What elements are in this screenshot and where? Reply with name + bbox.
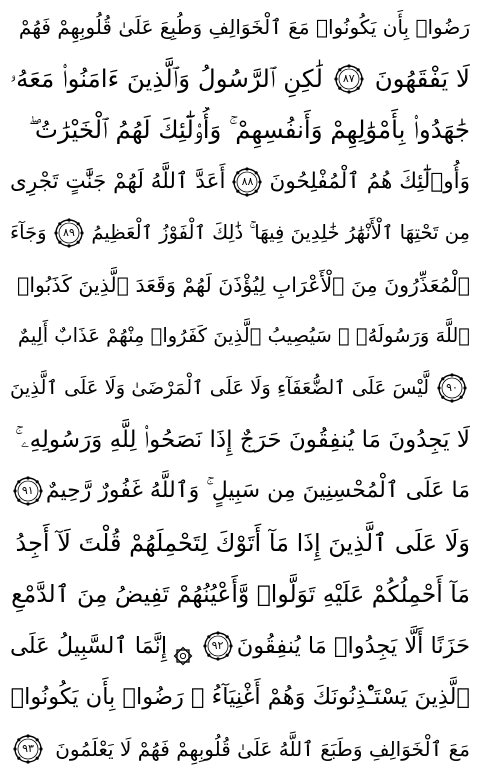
verse-line — [10, 262, 470, 308]
verse-text: لَٰكِنِ ٱلرَّسُولُ وَٱلَّذِينَ ءَامَنُوا۟ مَعَهُۥ — [10, 63, 323, 93]
verse-text: جَٰهَدُوا۟ بِأَمْوَٰلِهِمْ وَأَنفُسِهِمْ ۚ وَأُو۟لَٰٓئِكَ لَهُمُ ٱلْخَيْرَٰتُ ۖ — [28, 115, 470, 145]
verse-line — [10, 56, 470, 102]
ayah-end-marker-icon — [437, 373, 467, 403]
verse-text: مِن تَحْتِهَا ٱلْأَنْهَٰرُ خَٰلِدِينَ فِيهَا ۚ ذَٰلِكَ ٱلْفَوْزُ ٱلْعَظِيمُ — [91, 221, 470, 245]
verse-line — [10, 571, 470, 617]
verse-line — [10, 468, 470, 514]
verse-line — [10, 674, 470, 720]
ayah-number: ٩٢ — [211, 638, 224, 652]
verse-text: حَزَنًا أَلَّا يَجِدُوا۟ مَا يُنفِقُونَ — [236, 632, 470, 659]
rub-el-hizb-icon — [173, 636, 193, 656]
ayah-number: ٨٨ — [241, 174, 254, 188]
verse-text: مَا عَلَى ٱلْمُحْسِنِينَ مِن سَبِيلٍ ۚ وَٱللَّهُ غَفُورٌ رَّحِيمٌ — [45, 478, 470, 504]
ayah-number: ٨٧ — [342, 71, 355, 85]
verse-line — [10, 159, 470, 205]
ayah-number: ٩٠ — [446, 380, 458, 394]
verse-text: وَجَآءَ — [10, 221, 47, 245]
ayah-end-marker-icon — [232, 167, 262, 197]
verse-text: لَّيْسَ عَلَى ٱلضُّعَفَآءِ وَلَا عَلَى ٱلْمَرْضَىٰ وَلَا عَلَى ٱلَّذِينَ — [10, 375, 430, 399]
verse-text: أَعَدَّ ٱللَّهُ لَهُمْ جَنَّٰتٍ تَجْرِى — [10, 168, 226, 194]
ayah-end-marker-icon — [54, 218, 84, 248]
verse-line — [10, 4, 470, 50]
verse-text: مَعَ ٱلْخَوَالِفِ وَطَبَعَ ٱللَّهُ عَلَىٰ قُلُوبِهِمْ فَهُمْ لَا يَعْلَمُونَ — [55, 736, 470, 761]
verse-line — [10, 520, 470, 566]
ayah-end-marker-icon — [13, 734, 43, 764]
verse-text: وَأُو۟لَٰٓئِكَ هُمُ ٱلْمُفْلِحُونَ — [269, 168, 470, 194]
ayah-number: ٩١ — [21, 484, 34, 498]
verse-text: ٱللَّهَ وَرَسُولَهُۥ ۚ سَيُصِيبُ ٱلَّذِينَ كَفَرُوا۟ مِنْهُمْ عَذَابٌ أَلِيمٌ — [17, 324, 470, 348]
verse-line — [10, 417, 470, 463]
verse-text: ٱلَّذِينَ يَسْتَـْٔذِنُونَكَ وَهُمْ أَغْنِيَآءُ ۚ رَضُوا۟ بِأَن يَكُونُوا۟ — [10, 684, 470, 711]
verse-text: إِنَّمَا ٱلسَّبِيلُ عَلَى — [10, 632, 168, 659]
verse-text: مَآ أَحْمِلُكُمْ عَلَيْهِ تَوَلَّوا۟ وَّأَعْيُنُهُمْ تَفِيضُ مِنَ ٱلدَّمْعِ — [11, 580, 470, 609]
verse-text: لَا يَجِدُونَ مَا يُنفِقُونَ حَرَجٌ إِذَا نَصَحُوا۟ لِلَّهِ وَرَسُولِهِۦ ۚ — [15, 426, 470, 453]
verse-line — [10, 313, 470, 359]
verse-line — [10, 107, 470, 153]
verse-line — [10, 726, 470, 772]
verse-line — [10, 210, 470, 256]
ayah-end-marker-icon — [13, 476, 43, 506]
ayah-end-marker-icon — [334, 64, 364, 94]
verse-text: ٱلْمُعَذِّرُونَ مِنَ ٱلْأَعْرَابِ لِيُؤْذَنَ لَهُمْ وَقَعَدَ ٱلَّذِينَ كَذَبُوا۟ — [17, 272, 470, 297]
verse-text: رَضُوا۟ بِأَن يَكُونُوا۟ مَعَ ٱلْخَوَالِفِ وَطُبِعَ عَلَىٰ قُلُوبِهِمْ فَهُمْ — [18, 15, 470, 39]
ayah-number: ٩٣ — [22, 741, 34, 755]
ayah-end-marker-icon — [203, 631, 233, 661]
verse-text: لَا يَفْقَهُونَ — [374, 63, 470, 93]
verse-line — [10, 365, 470, 411]
ayah-number: ٨٩ — [63, 226, 75, 240]
verse-text: وَلَا عَلَى ٱلَّذِينَ إِذَا مَآ أَتَوْكَ لِتَحْمِلَهُمْ قُلْتَ لَآ أَجِدُ — [15, 528, 470, 557]
verse-line — [10, 623, 470, 669]
